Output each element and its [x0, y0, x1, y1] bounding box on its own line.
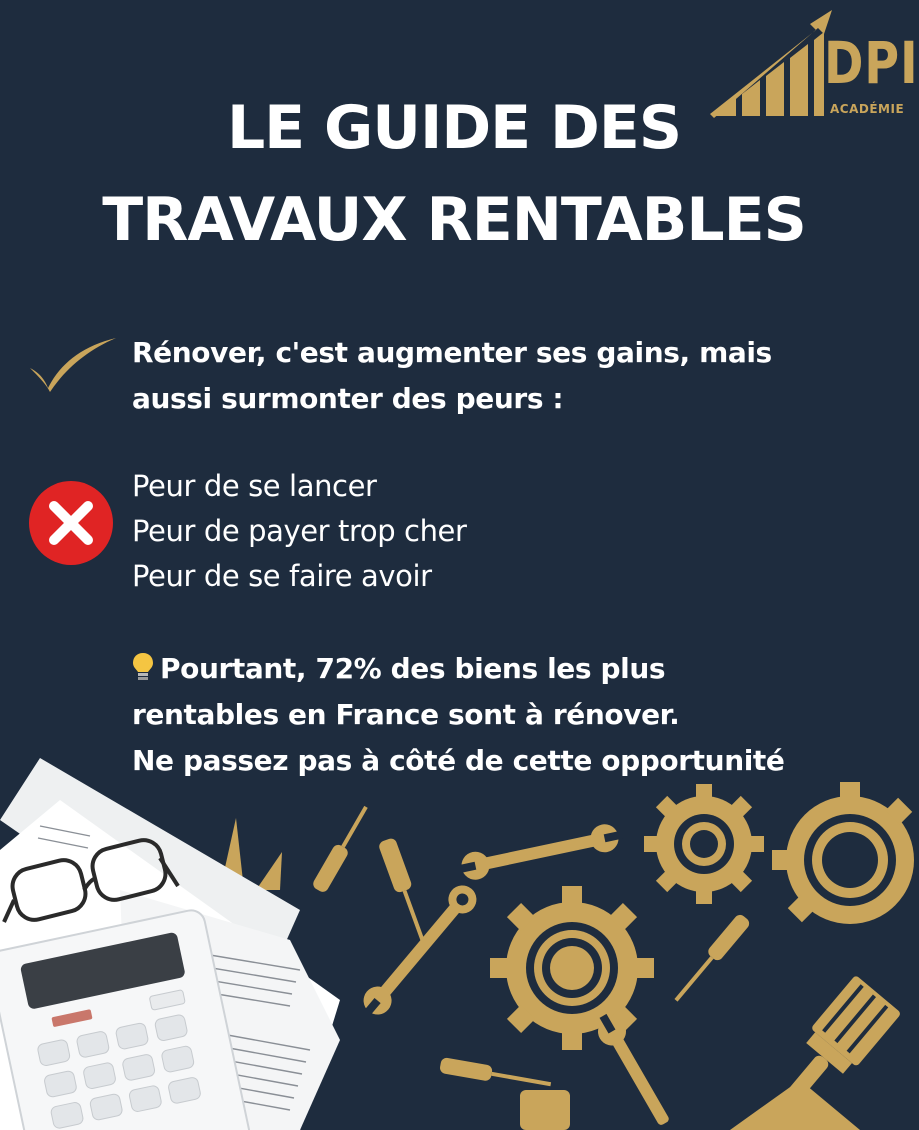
brand-name: DPI: [824, 29, 919, 97]
intro-text: [132, 330, 772, 422]
title-line-2: TRAVAUX RENTABLES: [102, 185, 806, 255]
insight-line-3: Ne passez pas à côté de cette opportunité: [132, 744, 785, 777]
cross-icon: [28, 480, 114, 566]
fear-item: Peur de se faire avoir: [132, 559, 432, 593]
lightbulb-icon: [132, 652, 154, 682]
tools-pattern-icon: [220, 782, 914, 1130]
intro-line-2: aussi surmonter des peurs :: [132, 382, 564, 415]
insight-line-2: rentables en France sont à rénover.: [132, 698, 680, 731]
intro-line-1: Rénover, c'est augmenter ses gains, mais: [132, 336, 772, 369]
fear-item: Peur de payer trop cher: [132, 514, 467, 548]
insight-line-1: Pourtant, 72% des biens les plus: [160, 652, 666, 685]
check-icon: [26, 334, 118, 394]
fears-list: [132, 464, 467, 599]
title-line-1: LE GUIDE DES: [226, 93, 682, 163]
fear-item: Peur de se lancer: [132, 469, 377, 503]
brand-subtitle: ACADÉMIE: [830, 102, 905, 116]
page-title: [0, 82, 908, 266]
tools-illustration: [0, 740, 908, 1130]
